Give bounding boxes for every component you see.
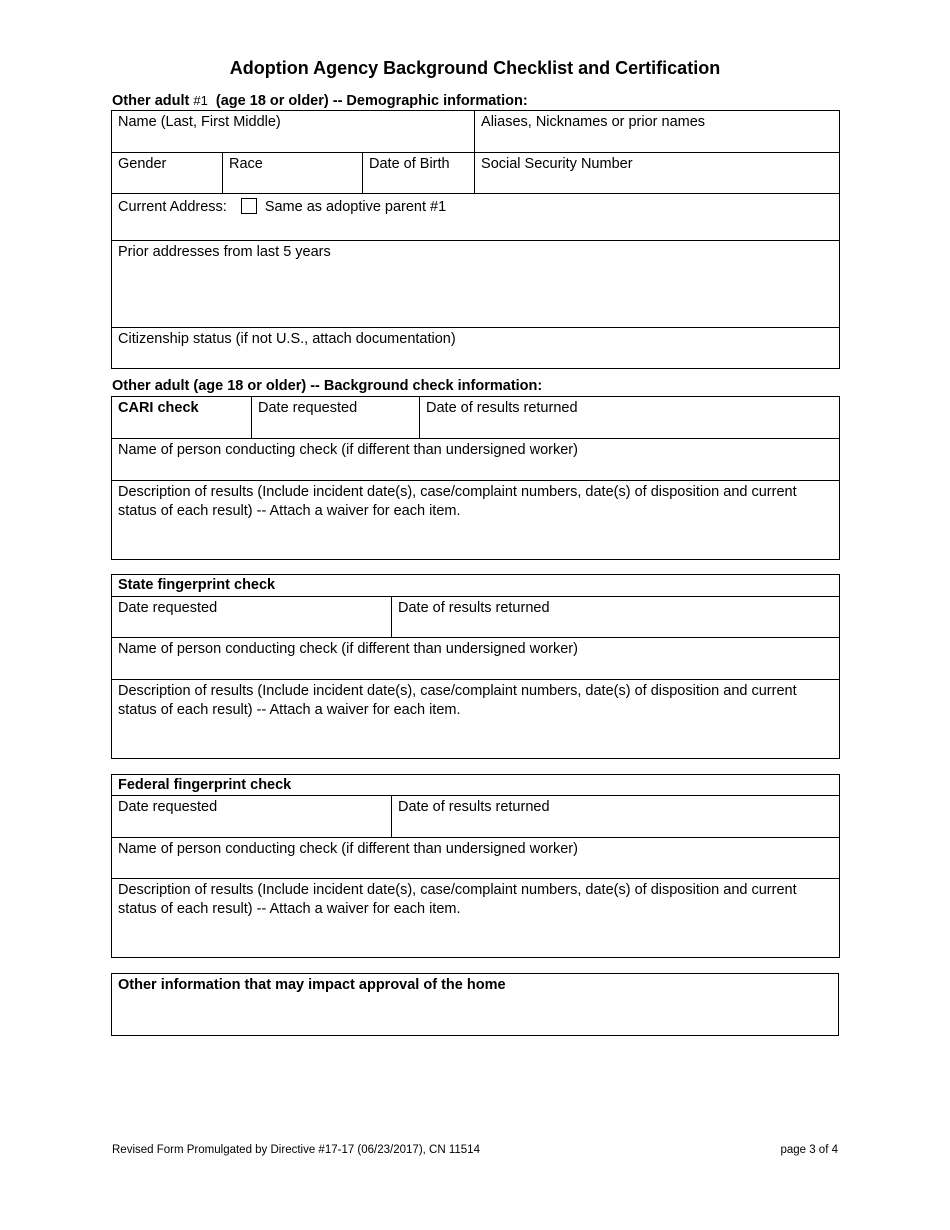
other-info-field[interactable] (112, 974, 839, 1036)
race-field[interactable] (223, 153, 363, 194)
citizenship-field[interactable] (112, 328, 840, 369)
race-label: Race (229, 156, 263, 172)
same-as-parent-label: Same as adoptive parent #1 (264, 199, 447, 215)
gender-label: Gender (118, 156, 167, 172)
aliases-field[interactable] (475, 111, 840, 153)
cari-date-returned-field[interactable] (420, 397, 840, 439)
background-heading: Other adult (age 18 or older) -- Background check information: (112, 378, 543, 394)
federal-date-returned-label: Date of results returned (398, 799, 550, 815)
dob-field[interactable] (363, 153, 475, 194)
other-adult-number: #1 (193, 93, 208, 108)
federal-date-requested-label: Date requested (118, 799, 218, 815)
federal-date-returned-field[interactable] (392, 796, 840, 838)
footer-page-number: page 3 of 4 (780, 1144, 838, 1156)
federal-title-cell (112, 775, 840, 796)
demographic-heading-suffix: (age 18 or older) -- Demographic information: (215, 93, 528, 109)
ssn-label: Social Security Number (481, 156, 633, 172)
ssn-field[interactable] (475, 153, 840, 194)
federal-title: Federal fingerprint check (118, 777, 292, 793)
address-label: Current Address: (118, 199, 227, 215)
dob-label: Date of Birth (369, 156, 450, 172)
federal-person-field[interactable] (112, 838, 840, 879)
demographic-table (111, 110, 840, 369)
same-as-parent-checkbox[interactable] (241, 198, 257, 214)
state-date-returned-label: Date of results returned (398, 600, 550, 616)
cari-check-table (111, 396, 840, 560)
name-label: Name (Last, First Middle) (118, 114, 281, 130)
name-field[interactable] (112, 111, 475, 153)
state-description-label: Description of results (Include incident date(s), case/complaint numbers, date(s) of disposition and current status of each result) -- Attach a waiver for each item. (118, 683, 797, 718)
cari-title-cell (112, 397, 252, 439)
state-title-cell (112, 575, 840, 597)
citizenship-label: Citizenship status (if not U.S., attach documentation) (118, 331, 456, 347)
federal-description-label: Description of results (Include incident date(s), case/complaint numbers, date(s) of disposition and current status of each result) -- Attach a waiver for each item. (118, 882, 797, 917)
aliases-label: Aliases, Nicknames or prior names (481, 114, 706, 130)
state-person-field[interactable] (112, 638, 840, 680)
cari-person-label: Name of person conducting check (if different than undersigned worker) (118, 442, 578, 458)
cari-date-returned-label: Date of results returned (426, 400, 578, 416)
prior-addresses-field[interactable] (112, 241, 840, 328)
cari-person-field[interactable] (112, 439, 840, 481)
federal-fingerprint-table (111, 774, 840, 958)
cari-date-requested-field[interactable] (252, 397, 420, 439)
demographic-heading (112, 93, 528, 109)
state-description-field[interactable] (112, 680, 840, 759)
current-address-field[interactable] (112, 194, 840, 241)
cari-title: CARI check (118, 400, 199, 416)
state-date-returned-field[interactable] (392, 597, 840, 638)
state-fingerprint-table (111, 574, 840, 759)
gender-field[interactable] (112, 153, 223, 194)
state-title: State fingerprint check (118, 577, 276, 593)
federal-date-requested-field[interactable] (112, 796, 392, 838)
demographic-heading-prefix: Other adult (112, 93, 190, 109)
state-person-label: Name of person conducting check (if different than undersigned worker) (118, 641, 578, 657)
other-info-table (111, 973, 839, 1036)
cari-date-requested-label: Date requested (258, 400, 358, 416)
cari-description-field[interactable] (112, 481, 840, 560)
other-info-label: Other information that may impact approval of the home (118, 977, 506, 993)
federal-description-field[interactable] (112, 879, 840, 958)
state-date-requested-label: Date requested (118, 600, 218, 616)
cari-description-label: Description of results (Include incident date(s), case/complaint numbers, date(s) of disposition and current status of each result) -- Attach a waiver for each item. (118, 484, 797, 519)
prior-addresses-label: Prior addresses from last 5 years (118, 244, 331, 260)
federal-person-label: Name of person conducting check (if different than undersigned worker) (118, 841, 578, 857)
page-title: Adoption Agency Background Checklist and Certification (229, 58, 721, 78)
state-date-requested-field[interactable] (112, 597, 392, 638)
footer-revision: Revised Form Promulgated by Directive #17-17 (06/23/2017), CN 11514 (112, 1144, 480, 1156)
